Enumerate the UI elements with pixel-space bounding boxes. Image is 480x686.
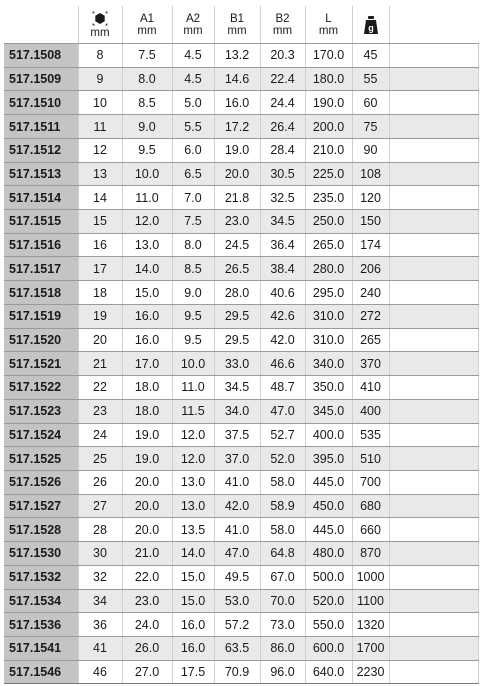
cell-a2: 16.0	[172, 636, 214, 660]
cell-extra	[389, 186, 478, 210]
cell-b2: 36.4	[260, 233, 305, 257]
cell-extra	[389, 281, 478, 305]
cell-code: 517.1546	[4, 660, 78, 684]
cell-weight: 60	[352, 91, 389, 115]
cell-b1: 34.0	[214, 399, 260, 423]
cell-b1: 14.6	[214, 67, 260, 91]
table-row	[4, 44, 478, 68]
cell-a1: 12.0	[122, 210, 172, 234]
header-l	[305, 6, 352, 44]
cell-weight: 1320	[352, 613, 389, 637]
cell-size: 11	[78, 115, 122, 139]
cell-size: 36	[78, 613, 122, 637]
cell-a2: 9.5	[172, 328, 214, 352]
cell-weight: 150	[352, 210, 389, 234]
header-weight	[352, 6, 389, 44]
header-code-cell	[4, 6, 78, 44]
table-row	[4, 352, 478, 376]
cell-code: 517.1516	[4, 233, 78, 257]
cell-l: 170.0	[305, 44, 352, 68]
cell-extra	[389, 138, 478, 162]
cell-size: 27	[78, 494, 122, 518]
cell-l: 235.0	[305, 186, 352, 210]
cell-b1: 19.0	[214, 138, 260, 162]
cell-l: 500.0	[305, 565, 352, 589]
cell-b2: 22.4	[260, 67, 305, 91]
cell-b2: 58.0	[260, 470, 305, 494]
cell-a1: 7.5	[122, 44, 172, 68]
header-b1-unit: mm	[227, 24, 247, 37]
cell-a2: 4.5	[172, 44, 214, 68]
cell-a1: 16.0	[122, 328, 172, 352]
cell-size: 30	[78, 542, 122, 566]
table-row	[4, 636, 478, 660]
cell-weight: 1100	[352, 589, 389, 613]
cell-a1: 8.5	[122, 91, 172, 115]
cell-extra	[389, 210, 478, 234]
cell-b2: 38.4	[260, 257, 305, 281]
header-a2-unit: mm	[183, 24, 203, 37]
cell-size: 23	[78, 399, 122, 423]
cell-extra	[389, 636, 478, 660]
cell-b2: 58.0	[260, 518, 305, 542]
cell-code: 517.1519	[4, 304, 78, 328]
cell-extra	[389, 660, 478, 684]
cell-b1: 47.0	[214, 542, 260, 566]
cell-a2: 13.0	[172, 470, 214, 494]
cell-extra	[389, 352, 478, 376]
cell-a2: 8.0	[172, 233, 214, 257]
table-row	[4, 304, 478, 328]
cell-weight: 108	[352, 162, 389, 186]
cell-code: 517.1527	[4, 494, 78, 518]
cell-b1: 29.5	[214, 304, 260, 328]
cell-extra	[389, 399, 478, 423]
cell-l: 310.0	[305, 304, 352, 328]
cell-extra	[389, 67, 478, 91]
cell-a2: 15.0	[172, 565, 214, 589]
cell-b2: 32.5	[260, 186, 305, 210]
cell-a1: 27.0	[122, 660, 172, 684]
cell-a2: 13.5	[172, 518, 214, 542]
cell-l: 600.0	[305, 636, 352, 660]
cell-size: 32	[78, 565, 122, 589]
cell-b2: 52.0	[260, 447, 305, 471]
table-row	[4, 115, 478, 139]
cell-size: 10	[78, 91, 122, 115]
cell-extra	[389, 115, 478, 139]
cell-weight: 1700	[352, 636, 389, 660]
cell-a1: 19.0	[122, 423, 172, 447]
cell-extra	[389, 470, 478, 494]
cell-a2: 7.0	[172, 186, 214, 210]
cell-a1: 20.0	[122, 494, 172, 518]
table-row	[4, 233, 478, 257]
cell-l: 395.0	[305, 447, 352, 471]
header-l-unit: mm	[318, 24, 339, 37]
cell-a1: 22.0	[122, 565, 172, 589]
cell-extra	[389, 91, 478, 115]
table-row	[4, 660, 478, 684]
cell-b2: 24.4	[260, 91, 305, 115]
cell-a1: 26.0	[122, 636, 172, 660]
table-row	[4, 399, 478, 423]
cell-b2: 86.0	[260, 636, 305, 660]
cell-b1: 33.0	[214, 352, 260, 376]
header-extra-cell	[389, 6, 478, 44]
cell-l: 180.0	[305, 67, 352, 91]
cell-b2: 67.0	[260, 565, 305, 589]
header-a1	[122, 6, 172, 44]
header-l-label: L	[325, 12, 332, 25]
cell-b2: 20.3	[260, 44, 305, 68]
cell-b2: 26.4	[260, 115, 305, 139]
cell-b1: 13.2	[214, 44, 260, 68]
cell-l: 350.0	[305, 376, 352, 400]
cell-b2: 40.6	[260, 281, 305, 305]
cell-l: 225.0	[305, 162, 352, 186]
cell-b1: 63.5	[214, 636, 260, 660]
cell-a2: 17.5	[172, 660, 214, 684]
table-row	[4, 210, 478, 234]
cell-weight: 870	[352, 542, 389, 566]
table-row	[4, 494, 478, 518]
cell-weight: 400	[352, 399, 389, 423]
table-row	[4, 518, 478, 542]
cell-l: 445.0	[305, 518, 352, 542]
cell-size: 13	[78, 162, 122, 186]
header-a1-unit: mm	[137, 24, 157, 37]
cell-l: 345.0	[305, 399, 352, 423]
cell-l: 200.0	[305, 115, 352, 139]
cell-b2: 58.9	[260, 494, 305, 518]
cell-weight: 272	[352, 304, 389, 328]
cell-code: 517.1536	[4, 613, 78, 637]
cell-l: 190.0	[305, 91, 352, 115]
cell-code: 517.1517	[4, 257, 78, 281]
cell-weight: 2230	[352, 660, 389, 684]
table-row	[4, 328, 478, 352]
cell-size: 12	[78, 138, 122, 162]
cell-a2: 13.0	[172, 494, 214, 518]
table-row	[4, 376, 478, 400]
cell-a2: 12.0	[172, 447, 214, 471]
table-row	[4, 91, 478, 115]
cell-extra	[389, 518, 478, 542]
cell-a2: 15.0	[172, 589, 214, 613]
cell-l: 210.0	[305, 138, 352, 162]
hex-socket-icon	[92, 11, 108, 26]
cell-extra	[389, 589, 478, 613]
header-b1-label: B1	[229, 12, 245, 25]
cell-size: 22	[78, 376, 122, 400]
cell-size: 46	[78, 660, 122, 684]
cell-size: 16	[78, 233, 122, 257]
cell-a1: 13.0	[122, 233, 172, 257]
table-row	[4, 613, 478, 637]
cell-code: 517.1511	[4, 115, 78, 139]
cell-a2: 11.5	[172, 399, 214, 423]
cell-weight: 700	[352, 470, 389, 494]
cell-b1: 29.5	[214, 328, 260, 352]
cell-size: 19	[78, 304, 122, 328]
cell-weight: 120	[352, 186, 389, 210]
cell-a2: 11.0	[172, 376, 214, 400]
cell-size: 34	[78, 589, 122, 613]
cell-l: 265.0	[305, 233, 352, 257]
cell-b2: 42.6	[260, 304, 305, 328]
cell-b1: 21.8	[214, 186, 260, 210]
cell-code: 517.1515	[4, 210, 78, 234]
header-hex-size	[78, 6, 122, 44]
cell-code: 517.1521	[4, 352, 78, 376]
table-body	[4, 44, 478, 684]
cell-weight: 55	[352, 67, 389, 91]
cell-b2: 70.0	[260, 589, 305, 613]
cell-code: 517.1510	[4, 91, 78, 115]
cell-b1: 26.5	[214, 257, 260, 281]
cell-extra	[389, 328, 478, 352]
cell-l: 250.0	[305, 210, 352, 234]
cell-a1: 19.0	[122, 447, 172, 471]
cell-size: 18	[78, 281, 122, 305]
header-a2-label: A2	[185, 12, 201, 25]
cell-extra	[389, 494, 478, 518]
cell-a1: 9.0	[122, 115, 172, 139]
cell-a1: 8.0	[122, 67, 172, 91]
cell-code: 517.1522	[4, 376, 78, 400]
cell-a1: 10.0	[122, 162, 172, 186]
cell-b2: 42.0	[260, 328, 305, 352]
cell-extra	[389, 447, 478, 471]
cell-code: 517.1528	[4, 518, 78, 542]
cell-weight: 680	[352, 494, 389, 518]
cell-a2: 5.0	[172, 91, 214, 115]
table-row	[4, 67, 478, 91]
cell-extra	[389, 257, 478, 281]
cell-code: 517.1526	[4, 470, 78, 494]
cell-size: 26	[78, 470, 122, 494]
cell-a2: 4.5	[172, 67, 214, 91]
cell-code: 517.1525	[4, 447, 78, 471]
cell-b2: 46.6	[260, 352, 305, 376]
cell-l: 450.0	[305, 494, 352, 518]
cell-b2: 73.0	[260, 613, 305, 637]
table-row	[4, 281, 478, 305]
cell-extra	[389, 44, 478, 68]
cell-b2: 30.5	[260, 162, 305, 186]
cell-b1: 37.5	[214, 423, 260, 447]
cell-b2: 96.0	[260, 660, 305, 684]
table-row	[4, 542, 478, 566]
cell-extra	[389, 376, 478, 400]
cell-a2: 6.5	[172, 162, 214, 186]
cell-a2: 9.0	[172, 281, 214, 305]
weight-icon-letter: g	[367, 22, 374, 33]
cell-b2: 28.4	[260, 138, 305, 162]
cell-code: 517.1514	[4, 186, 78, 210]
cell-b1: 42.0	[214, 494, 260, 518]
table-row	[4, 447, 478, 471]
cell-l: 445.0	[305, 470, 352, 494]
cell-b1: 16.0	[214, 91, 260, 115]
cell-size: 41	[78, 636, 122, 660]
cell-weight: 174	[352, 233, 389, 257]
cell-a1: 24.0	[122, 613, 172, 637]
header-b2-label: B2	[275, 12, 290, 25]
cell-code: 517.1523	[4, 399, 78, 423]
cell-l: 280.0	[305, 257, 352, 281]
header-row	[4, 6, 478, 44]
cell-l: 310.0	[305, 328, 352, 352]
cell-b2: 47.0	[260, 399, 305, 423]
cell-extra	[389, 304, 478, 328]
cell-weight: 206	[352, 257, 389, 281]
cell-code: 517.1508	[4, 44, 78, 68]
cell-l: 480.0	[305, 542, 352, 566]
cell-a1: 15.0	[122, 281, 172, 305]
cell-a1: 18.0	[122, 376, 172, 400]
header-a1-label: A1	[139, 12, 155, 25]
cell-a1: 17.0	[122, 352, 172, 376]
cell-extra	[389, 565, 478, 589]
cell-weight: 45	[352, 44, 389, 68]
cell-b2: 64.8	[260, 542, 305, 566]
cell-b1: 57.2	[214, 613, 260, 637]
cell-a1: 9.5	[122, 138, 172, 162]
cell-l: 640.0	[305, 660, 352, 684]
cell-a2: 12.0	[172, 423, 214, 447]
cell-code: 517.1513	[4, 162, 78, 186]
cell-b1: 24.5	[214, 233, 260, 257]
header-b1	[214, 6, 260, 44]
table-row	[4, 257, 478, 281]
cell-code: 517.1530	[4, 542, 78, 566]
cell-b1: 28.0	[214, 281, 260, 305]
cell-b2: 34.5	[260, 210, 305, 234]
cell-weight: 660	[352, 518, 389, 542]
cell-code: 517.1524	[4, 423, 78, 447]
cell-size: 15	[78, 210, 122, 234]
cell-extra	[389, 613, 478, 637]
cell-size: 21	[78, 352, 122, 376]
cell-b1: 23.0	[214, 210, 260, 234]
cell-a1: 21.0	[122, 542, 172, 566]
cell-code: 517.1532	[4, 565, 78, 589]
cell-weight: 410	[352, 376, 389, 400]
cell-code: 517.1518	[4, 281, 78, 305]
cell-size: 9	[78, 67, 122, 91]
cell-b1: 53.0	[214, 589, 260, 613]
cell-a2: 6.0	[172, 138, 214, 162]
weight-icon	[362, 15, 380, 35]
cell-a1: 23.0	[122, 589, 172, 613]
cell-l: 340.0	[305, 352, 352, 376]
cell-weight: 510	[352, 447, 389, 471]
cell-l: 520.0	[305, 589, 352, 613]
table-row	[4, 423, 478, 447]
cell-weight: 370	[352, 352, 389, 376]
cell-code: 517.1509	[4, 67, 78, 91]
cell-size: 20	[78, 328, 122, 352]
cell-extra	[389, 542, 478, 566]
cell-b1: 41.0	[214, 470, 260, 494]
cell-a2: 7.5	[172, 210, 214, 234]
cell-a2: 10.0	[172, 352, 214, 376]
cell-b1: 37.0	[214, 447, 260, 471]
cell-code: 517.1541	[4, 636, 78, 660]
table-row	[4, 589, 478, 613]
cell-size: 24	[78, 423, 122, 447]
cell-size: 28	[78, 518, 122, 542]
table-row	[4, 186, 478, 210]
cell-a1: 18.0	[122, 399, 172, 423]
cell-a1: 14.0	[122, 257, 172, 281]
cell-b1: 20.0	[214, 162, 260, 186]
cell-b1: 17.2	[214, 115, 260, 139]
cell-size: 8	[78, 44, 122, 68]
cell-weight: 1000	[352, 565, 389, 589]
cell-l: 550.0	[305, 613, 352, 637]
cell-code: 517.1534	[4, 589, 78, 613]
cell-extra	[389, 423, 478, 447]
cell-b1: 41.0	[214, 518, 260, 542]
cell-b2: 48.7	[260, 376, 305, 400]
cell-a1: 20.0	[122, 470, 172, 494]
cell-size: 25	[78, 447, 122, 471]
cell-a1: 20.0	[122, 518, 172, 542]
cell-b1: 70.9	[214, 660, 260, 684]
cell-a2: 9.5	[172, 304, 214, 328]
cell-l: 295.0	[305, 281, 352, 305]
cell-b1: 34.5	[214, 376, 260, 400]
table-row	[4, 470, 478, 494]
cell-weight: 240	[352, 281, 389, 305]
dimension-table	[4, 6, 479, 684]
cell-b1: 49.5	[214, 565, 260, 589]
cell-a1: 11.0	[122, 186, 172, 210]
cell-weight: 90	[352, 138, 389, 162]
cell-size: 17	[78, 257, 122, 281]
cell-b2: 52.7	[260, 423, 305, 447]
cell-code: 517.1512	[4, 138, 78, 162]
cell-extra	[389, 162, 478, 186]
cell-weight: 75	[352, 115, 389, 139]
table-row	[4, 565, 478, 589]
cell-size: 14	[78, 186, 122, 210]
table-row	[4, 162, 478, 186]
cell-weight: 535	[352, 423, 389, 447]
header-hex-unit: mm	[90, 26, 110, 39]
cell-l: 400.0	[305, 423, 352, 447]
header-b2-unit: mm	[272, 24, 293, 37]
cell-a2: 16.0	[172, 613, 214, 637]
cell-a2: 8.5	[172, 257, 214, 281]
cell-code: 517.1520	[4, 328, 78, 352]
cell-a2: 5.5	[172, 115, 214, 139]
cell-a1: 16.0	[122, 304, 172, 328]
cell-a2: 14.0	[172, 542, 214, 566]
cell-extra	[389, 233, 478, 257]
table-row	[4, 138, 478, 162]
cell-weight: 265	[352, 328, 389, 352]
header-a2	[172, 6, 214, 44]
header-b2	[260, 6, 305, 44]
